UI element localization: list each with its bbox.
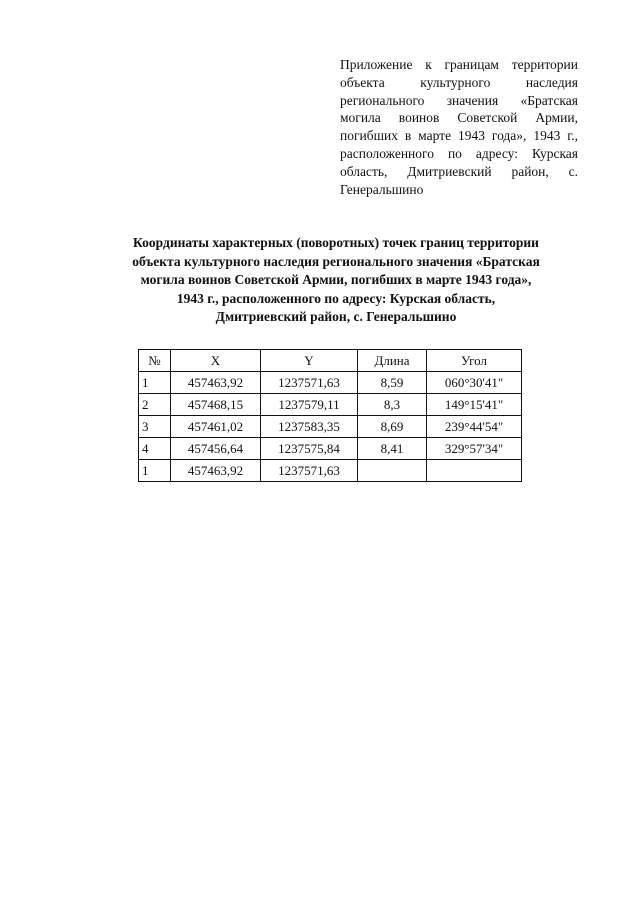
cell-length: 8,3 bbox=[358, 394, 427, 416]
cell-number: 2 bbox=[139, 394, 171, 416]
table-row bbox=[139, 438, 522, 460]
title-line: Дмитриевский район, с. Генеральшино bbox=[215, 309, 457, 324]
document-title bbox=[86, 234, 586, 327]
header-y: Y bbox=[261, 350, 358, 372]
header-x: X bbox=[171, 350, 261, 372]
cell-x: 457463,92 bbox=[171, 460, 261, 482]
cell-number: 3 bbox=[139, 416, 171, 438]
cell-y: 1237575,84 bbox=[261, 438, 358, 460]
cell-number: 4 bbox=[139, 438, 171, 460]
cell-y: 1237583,35 bbox=[261, 416, 358, 438]
cell-length: 8,41 bbox=[358, 438, 427, 460]
cell-y: 1237571,63 bbox=[261, 372, 358, 394]
header-number: № bbox=[139, 350, 171, 372]
header-angle: Угол bbox=[427, 350, 522, 372]
cell-length: 8,69 bbox=[358, 416, 427, 438]
cell-y: 1237579,11 bbox=[261, 394, 358, 416]
cell-angle bbox=[427, 460, 522, 482]
cell-angle: 149°15'41" bbox=[427, 394, 522, 416]
title-line: 1943 г., расположенного по адресу: Курская область, bbox=[176, 290, 496, 306]
table-row bbox=[139, 416, 522, 438]
title-line: могила воинов Советской Армии, погибших в марте 1943 года», bbox=[140, 272, 532, 287]
cell-number: 1 bbox=[139, 372, 171, 394]
cell-y: 1237571,63 bbox=[261, 460, 358, 482]
cell-x: 457468,15 bbox=[171, 394, 261, 416]
title-line: Координаты характерных (поворотных) точек границ территории bbox=[133, 235, 539, 250]
cell-angle: 329°57'34" bbox=[427, 438, 522, 460]
cell-length bbox=[358, 460, 427, 482]
cell-x: 457461,02 bbox=[171, 416, 261, 438]
table-header-row bbox=[139, 350, 522, 372]
cell-x: 457463,92 bbox=[171, 372, 261, 394]
cell-number: 1 bbox=[139, 460, 171, 482]
cell-length: 8,59 bbox=[358, 372, 427, 394]
coordinates-table bbox=[138, 349, 522, 482]
annex-note: Приложение к границам территории объекта культурного наследия регионального значения «Братская могила воинов Советской Армии, погибших в марте 1943 года», 1943 г., расположенного по адресу: Курская область, Дмитриевский район, с. Генеральшино bbox=[340, 57, 578, 197]
cell-angle: 239°44'54" bbox=[427, 416, 522, 438]
title-line: объекта культурного наследия регионального значения «Братская bbox=[132, 253, 540, 269]
table-row bbox=[139, 394, 522, 416]
cell-angle: 060°30'41" bbox=[427, 372, 522, 394]
header-length: Длина bbox=[358, 350, 427, 372]
table-row bbox=[139, 372, 522, 394]
cell-x: 457456,64 bbox=[171, 438, 261, 460]
table-row bbox=[139, 460, 522, 482]
